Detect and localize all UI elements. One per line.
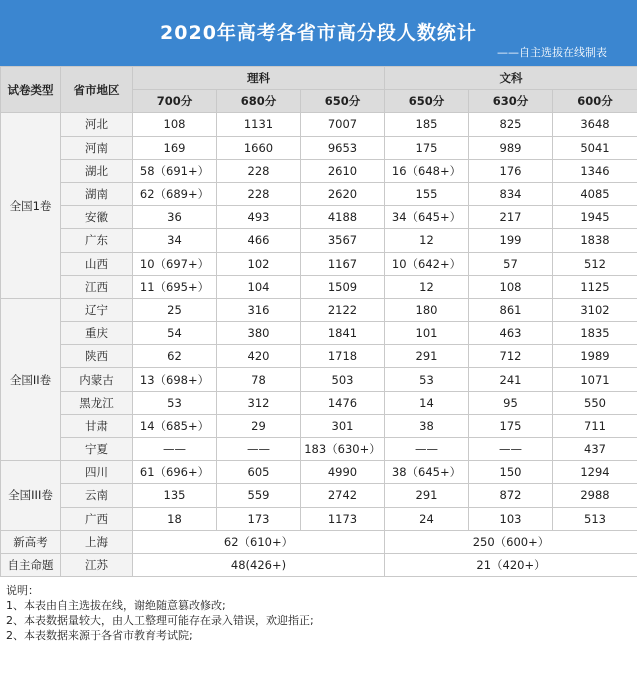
count-cell: 78 [217,368,301,391]
count-cell: 150 [469,461,553,484]
province-cell: 宁夏 [61,438,133,461]
table-row [1,368,637,391]
col-header-sci-680: 680分 [217,90,301,113]
notes [0,577,637,643]
count-cell: 103 [469,507,553,530]
count-cell: 503 [301,368,385,391]
count-cell: 825 [469,113,553,136]
province-cell: 陕西 [61,345,133,368]
notes-title: 说明： [6,584,39,598]
title-banner [0,0,637,66]
table-row [1,322,637,345]
count-cell: 34（645+） [385,206,469,229]
table-body [1,113,637,577]
count-cell: 104 [217,275,301,298]
count-cell: 38 [385,414,469,437]
count-cell: 872 [469,484,553,507]
count-cell: 135 [133,484,217,507]
province-cell: 重庆 [61,322,133,345]
col-header-science: 理科 [133,67,385,90]
count-cell: 550 [553,391,637,414]
col-header-arts: 文科 [385,67,637,90]
province-cell: 黑龙江 [61,391,133,414]
count-cell: 989 [469,136,553,159]
count-cell: 102 [217,252,301,275]
count-cell: 712 [469,345,553,368]
count-cell: 34 [133,229,217,252]
exam-type-cell: 新高考 [1,530,61,553]
count-cell: 559 [217,484,301,507]
table-row [1,136,637,159]
count-cell: 5041 [553,136,637,159]
count-cell: 291 [385,345,469,368]
note-line: 1、本表由自主选拔在线，谢绝随意篡改修改; [6,599,226,613]
count-cell: 108 [133,113,217,136]
table-row [1,298,637,321]
count-cell: 1125 [553,275,637,298]
count-cell: —— [217,438,301,461]
count-cell: 199 [469,229,553,252]
count-cell: 16（648+） [385,159,469,182]
table-row [1,553,637,576]
province-cell: 四川 [61,461,133,484]
count-cell: 10（642+） [385,252,469,275]
col-header-sci-700: 700分 [133,90,217,113]
province-cell: 湖南 [61,182,133,205]
table-row [1,275,637,298]
table-row [1,461,637,484]
count-cell: 36 [133,206,217,229]
count-cell: 38（645+） [385,461,469,484]
exam-type-cell: 全国II卷 [1,298,61,460]
table-row [1,391,637,414]
count-cell: 14 [385,391,469,414]
count-cell: 12 [385,275,469,298]
count-cell: 183（630+） [301,438,385,461]
count-cell: 1173 [301,507,385,530]
count-cell: 1660 [217,136,301,159]
col-header-sci-650: 650分 [301,90,385,113]
count-cell: 53 [385,368,469,391]
count-cell: 1989 [553,345,637,368]
count-cell: 173 [217,507,301,530]
count-cell: 2122 [301,298,385,321]
count-cell: 4188 [301,206,385,229]
count-cell: 1346 [553,159,637,182]
count-cell: 1071 [553,368,637,391]
col-header-region: 省市地区 [61,67,133,113]
count-cell: 14（685+） [133,414,217,437]
count-cell: 185 [385,113,469,136]
exam-type-cell: 全国III卷 [1,461,61,531]
count-cell: 21（420+） [385,553,637,576]
province-cell: 甘肃 [61,414,133,437]
count-cell: 18 [133,507,217,530]
table-row [1,229,637,252]
province-cell: 河北 [61,113,133,136]
count-cell: 217 [469,206,553,229]
province-cell: 河南 [61,136,133,159]
count-cell: 3102 [553,298,637,321]
province-cell: 广东 [61,229,133,252]
count-cell: 58（691+） [133,159,217,182]
count-cell: 7007 [301,113,385,136]
count-cell: 108 [469,275,553,298]
table-row [1,484,637,507]
count-cell: 4990 [301,461,385,484]
exam-type-cell: 自主命题 [1,553,61,576]
count-cell: 1945 [553,206,637,229]
header-row-1 [1,67,637,90]
count-cell: 1167 [301,252,385,275]
count-cell: 861 [469,298,553,321]
count-cell: 101 [385,322,469,345]
province-cell: 内蒙古 [61,368,133,391]
province-cell: 江西 [61,275,133,298]
count-cell: 493 [217,206,301,229]
count-cell: 13（698+） [133,368,217,391]
count-cell: 437 [553,438,637,461]
credit-text: ——自主选拔在线制表 [497,46,607,59]
count-cell: 175 [469,414,553,437]
count-cell: 62（610+） [133,530,385,553]
count-cell: 1718 [301,345,385,368]
table-row [1,252,637,275]
count-cell: 1841 [301,322,385,345]
table-row [1,507,637,530]
province-cell: 上海 [61,530,133,553]
count-cell: 380 [217,322,301,345]
count-cell: 512 [553,252,637,275]
count-cell: —— [133,438,217,461]
count-cell: 10（697+） [133,252,217,275]
count-cell: 463 [469,322,553,345]
count-cell: 2620 [301,182,385,205]
count-cell: 2742 [301,484,385,507]
count-cell: 711 [553,414,637,437]
table-row [1,414,637,437]
count-cell: —— [385,438,469,461]
count-cell: 316 [217,298,301,321]
count-cell: 24 [385,507,469,530]
count-cell: 1509 [301,275,385,298]
province-cell: 安徽 [61,206,133,229]
count-cell: 466 [217,229,301,252]
count-cell: 54 [133,322,217,345]
count-cell: —— [469,438,553,461]
count-cell: 1131 [217,113,301,136]
count-cell: 513 [553,507,637,530]
note-line: 2、本表数据量较大，由人工整理可能存在录入错误，欢迎指正; [6,614,314,628]
province-cell: 辽宁 [61,298,133,321]
count-cell: 291 [385,484,469,507]
count-cell: 2988 [553,484,637,507]
count-cell: 53 [133,391,217,414]
table-row [1,438,637,461]
count-cell: 62（689+） [133,182,217,205]
count-cell: 48(426+) [133,553,385,576]
note-line: 2、本表数据来源于各省市教育考试院; [6,629,193,643]
count-cell: 605 [217,461,301,484]
count-cell: 169 [133,136,217,159]
score-table [0,66,637,577]
count-cell: 228 [217,159,301,182]
count-cell: 25 [133,298,217,321]
province-cell: 山西 [61,252,133,275]
table-row [1,206,637,229]
count-cell: 61（696+） [133,461,217,484]
count-cell: 1835 [553,322,637,345]
count-cell: 1294 [553,461,637,484]
count-cell: 180 [385,298,469,321]
count-cell: 3648 [553,113,637,136]
count-cell: 241 [469,368,553,391]
count-cell: 29 [217,414,301,437]
count-cell: 834 [469,182,553,205]
count-cell: 4085 [553,182,637,205]
count-cell: 312 [217,391,301,414]
count-cell: 250（600+） [385,530,637,553]
table-row [1,530,637,553]
count-cell: 12 [385,229,469,252]
table-row [1,159,637,182]
province-cell: 广西 [61,507,133,530]
count-cell: 420 [217,345,301,368]
count-cell: 1476 [301,391,385,414]
table-row [1,113,637,136]
count-cell: 62 [133,345,217,368]
count-cell: 11（695+） [133,275,217,298]
count-cell: 1838 [553,229,637,252]
count-cell: 228 [217,182,301,205]
province-cell: 云南 [61,484,133,507]
count-cell: 155 [385,182,469,205]
col-header-art-630: 630分 [469,90,553,113]
count-cell: 9653 [301,136,385,159]
table-row [1,182,637,205]
col-header-art-650: 650分 [385,90,469,113]
page-title: 2020年高考各省市高分段人数统计 [160,22,477,44]
count-cell: 57 [469,252,553,275]
table-row [1,345,637,368]
count-cell: 95 [469,391,553,414]
count-cell: 175 [385,136,469,159]
count-cell: 176 [469,159,553,182]
count-cell: 301 [301,414,385,437]
col-header-type: 试卷类型 [1,67,61,113]
province-cell: 江苏 [61,553,133,576]
province-cell: 湖北 [61,159,133,182]
count-cell: 2610 [301,159,385,182]
count-cell: 3567 [301,229,385,252]
col-header-art-600: 600分 [553,90,637,113]
exam-type-cell: 全国1卷 [1,113,61,299]
